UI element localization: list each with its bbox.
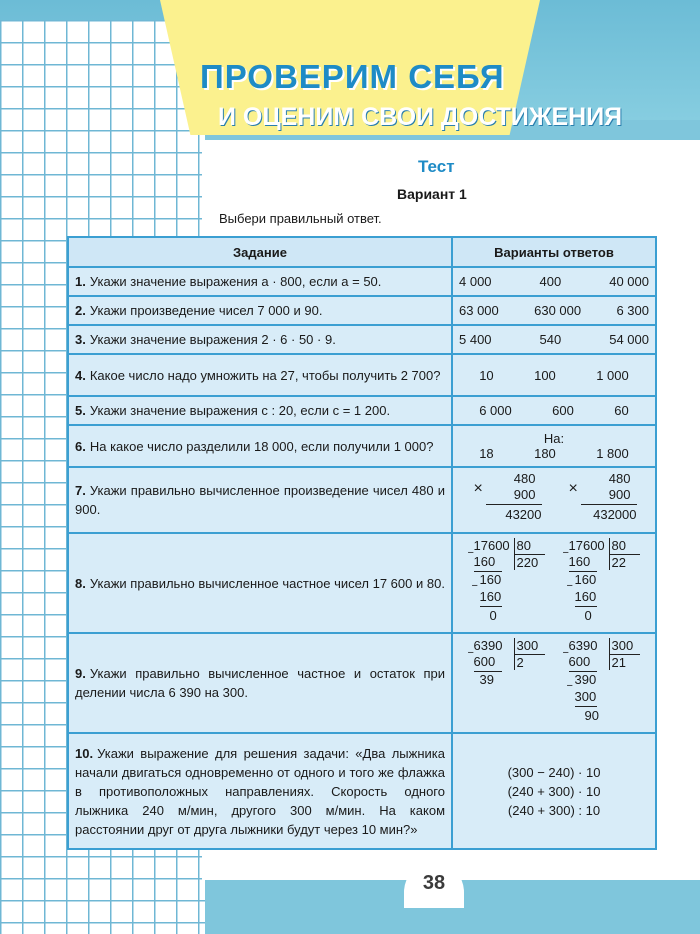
answer-option[interactable]: 5 400: [459, 332, 492, 347]
subtrahend: 600: [568, 654, 591, 669]
task-text: Укажи значение выражения 2 · 6 · 50 · 9.: [89, 332, 336, 347]
minus-sign-icon: −: [467, 547, 474, 559]
subtrahend: 160: [568, 554, 591, 569]
task-text: Укажи правильно вычисленное произведение чисел 480 и 900.: [75, 483, 445, 517]
multiplication-option[interactable]: [472, 471, 542, 529]
task-text: Укажи произведение чисел 7 000 и 90.: [89, 303, 323, 318]
table-row: [68, 325, 656, 354]
task-number: 2.: [75, 303, 86, 318]
dividend: 6390: [568, 638, 598, 653]
task-cell: [68, 354, 452, 396]
factor-b: 900: [513, 487, 536, 502]
task-cell: [68, 467, 452, 533]
answer-option[interactable]: 1 800: [596, 446, 629, 461]
task-text: Укажи правильно вычисленное частное и остаток при делении числа 6 390 на 300.: [75, 666, 445, 700]
remainder: 160: [574, 572, 597, 587]
answer-option[interactable]: 540: [539, 332, 562, 347]
remainder: 90: [584, 708, 599, 723]
subtrahend: 160: [479, 589, 502, 604]
task-text: Укажи значение выражения a · 800, если a = 50.: [89, 274, 382, 289]
remainder: 390: [574, 672, 597, 687]
remainder: 0: [489, 608, 497, 623]
factor-a: 480: [513, 471, 536, 486]
answer-option[interactable]: 400: [539, 274, 562, 289]
minus-sign-icon: −: [566, 580, 573, 592]
task-cell: [68, 396, 452, 425]
multiply-sign-icon: ×: [568, 480, 578, 497]
divisor: 300: [609, 638, 634, 655]
quotient: 220: [514, 554, 545, 570]
task-number: 10.: [75, 745, 94, 761]
answer-option[interactable]: 6 000: [479, 403, 512, 418]
table-row: [68, 354, 656, 396]
answer-option[interactable]: (300 − 240) · 10: [507, 764, 601, 780]
title-line2: И ОЦЕНИМ СВОИ ДОСТИЖЕНИЯ: [218, 103, 623, 131]
table-row: [68, 533, 656, 633]
title-line1: ПРОВЕРИМ СЕБЯ: [200, 58, 505, 95]
minus-sign-icon: −: [566, 680, 573, 692]
table-header-row: [68, 237, 656, 267]
remainder: 160: [479, 572, 502, 587]
answers-cell: [452, 633, 656, 733]
long-division-option[interactable]: [563, 538, 641, 628]
test-table: [67, 236, 657, 850]
result-line: [486, 504, 542, 505]
answer-option[interactable]: 100: [534, 367, 556, 383]
answers-cell: [452, 396, 656, 425]
minus-sign-icon: −: [562, 547, 569, 559]
table-row: [68, 467, 656, 533]
task-cell: [68, 325, 452, 354]
dividend: 6390: [473, 638, 503, 653]
answer-option[interactable]: 4 000: [459, 274, 492, 289]
answer-option[interactable]: 600: [552, 403, 574, 418]
variant-label: Вариант 1: [397, 186, 467, 202]
subtrahend: 300: [574, 689, 597, 704]
instruction-text: Выбери правильный ответ.: [219, 211, 382, 226]
subtrahend: 160: [473, 554, 496, 569]
multiply-sign-icon: ×: [473, 480, 483, 497]
task-number: 5.: [75, 403, 86, 418]
answers-cell: [452, 467, 656, 533]
page-number: 38: [422, 872, 446, 894]
answer-option[interactable]: 10: [479, 367, 494, 383]
table-row: [68, 296, 656, 325]
subtrahend: 600: [473, 654, 496, 669]
long-division-option[interactable]: [468, 538, 546, 628]
answer-option[interactable]: 60: [614, 403, 629, 418]
task-cell: [68, 633, 452, 733]
quotient: 21: [609, 654, 640, 670]
table-row: [68, 733, 656, 849]
factor-a: 480: [608, 471, 631, 486]
subtrahend: 160: [574, 589, 597, 604]
answer-option[interactable]: (240 + 300) : 10: [507, 802, 601, 818]
minus-sign-icon: −: [471, 580, 478, 592]
minus-sign-icon: −: [467, 647, 474, 659]
answers-cell: [452, 267, 656, 296]
long-division-option[interactable]: [468, 638, 546, 728]
minus-sign-icon: −: [562, 647, 569, 659]
test-title: Тест: [418, 157, 455, 176]
task-text: Укажи правильно вычисленное частное чисел 17 600 и 80.: [89, 575, 445, 591]
task-number: 9.: [75, 666, 86, 681]
answer-option[interactable]: 630 000: [534, 303, 582, 318]
answer-option[interactable]: 1 000: [596, 367, 629, 383]
task-cell: [68, 533, 452, 633]
divisor: 300: [514, 638, 539, 655]
task-text: Укажи значение выражения c : 20, если c = 1 200.: [89, 403, 391, 418]
quotient: 22: [609, 554, 640, 570]
multiplication-option[interactable]: [567, 471, 637, 529]
header-task: Задание: [68, 237, 452, 267]
division-line: [575, 606, 597, 607]
task-number: 7.: [75, 483, 86, 498]
table-row: [68, 267, 656, 296]
result-line: [581, 504, 637, 505]
table-row: [68, 633, 656, 733]
task-number: 6.: [75, 438, 86, 454]
divisor: 80: [609, 538, 626, 555]
task-number: 3.: [75, 332, 86, 347]
dividend: 17600: [473, 538, 510, 553]
remainder: 39: [479, 672, 494, 687]
answer-option[interactable]: 6 300: [616, 303, 649, 318]
answers-cell: [452, 354, 656, 396]
task-cell: [68, 733, 452, 849]
task-text: На какое число разделили 18 000, если получили 1 000?: [89, 438, 434, 454]
product: 432000: [593, 507, 637, 522]
answer-option[interactable]: 54 000: [609, 332, 649, 347]
product: 43200: [505, 507, 542, 522]
task-text: Какое число надо умножить на 27, чтобы получить 2 700?: [89, 367, 441, 383]
remainder: 0: [584, 608, 592, 623]
task-cell: [68, 267, 452, 296]
answers-cell: [452, 733, 656, 849]
task-number: 1.: [75, 274, 86, 289]
answer-option[interactable]: 63 000: [459, 303, 499, 318]
factor-b: 900: [608, 487, 631, 502]
answers-cell: [452, 533, 656, 633]
task-cell: [68, 296, 452, 325]
task-number: 4.: [75, 367, 86, 383]
quotient: 2: [514, 654, 545, 670]
answers-cell: [452, 325, 656, 354]
table-row: [68, 425, 656, 467]
division-line: [575, 706, 597, 707]
task-text: Укажи выражение для решения задачи: «Два лыжника начали двигаться одновременно от одного и того же флажка в противоположных направлениях. Скорость одного лыжника 240 м/мин, другого 300 м/мин. На каком расстоянии друг от друга лыжники будут через 10 мин?»: [75, 745, 445, 837]
long-division-option[interactable]: [563, 638, 641, 728]
task-number: 8.: [75, 575, 86, 591]
answers-prefix: На:: [543, 431, 565, 446]
dividend: 17600: [568, 538, 605, 553]
table-row: [68, 396, 656, 425]
answer-option[interactable]: 180: [534, 446, 556, 461]
task-cell: [68, 425, 452, 467]
header-answers: Варианты ответов: [452, 237, 656, 267]
answers-cell: [452, 425, 656, 467]
division-line: [480, 606, 502, 607]
divisor: 80: [514, 538, 531, 555]
answers-cell: [452, 296, 656, 325]
answer-option[interactable]: 40 000: [609, 274, 649, 289]
answer-option[interactable]: (240 + 300) · 10: [507, 783, 601, 799]
answer-option[interactable]: 18: [479, 446, 494, 461]
